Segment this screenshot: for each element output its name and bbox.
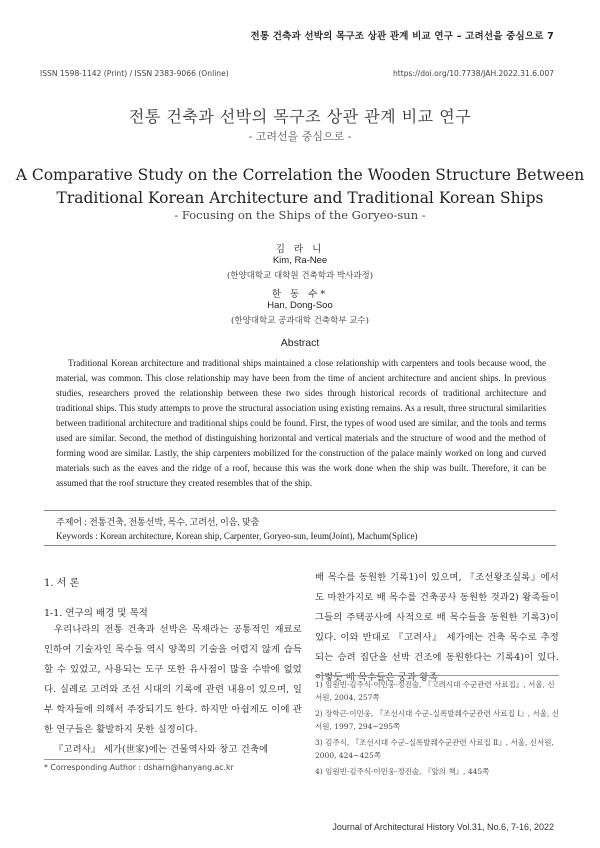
body-right-column: 배 목수를 동원한 기록1)이 있으며, 『조선왕조실록』에서도 마찬가지로 배 목수를 건축공사 동원한 것과2) 왕족들이 그들의 주택공사에 사적으로 배 목수들을 동원한 기록3)이 있다. 이와 반대로 『고려사』 세가에는 건축 목수로 추정되는 승려 집단을 선박 건조에 동원한다는 기록4)이 있다. 이렇듯 배 목수들은 궁과 왕족 xyxy=(315,572,559,683)
author1-name-ko: 김 라 니 xyxy=(275,244,325,255)
author1-affiliation: (한양대학교 대학원 건축학과 박사과정) xyxy=(226,271,374,281)
keywords-korean: 주제어 : 전통건축, 전통선박, 목수, 고려선, 이음, 맞춤 xyxy=(56,517,260,527)
doi-link[interactable]: https://doi.org/10.7738/JAH.2022.31.6.007 xyxy=(392,69,554,78)
author2-name-ko: 한 동 수* xyxy=(271,289,329,300)
body-left-paragraph2: 『고려사』 세가(世家)에는 건물역사와 창고 건축에 xyxy=(54,744,269,755)
keywords-top-rule xyxy=(44,510,556,511)
journal-citation: Journal of Architectural History Vol.31, No.6, 7-16, 2022 xyxy=(332,822,554,832)
subtitle-english: - Focusing on the Ships of the Goryeo-sun - xyxy=(174,208,426,222)
section-title: 1. 서 론 xyxy=(44,578,80,589)
footnotes xyxy=(315,679,559,783)
title-english-line1: A Comparative Study on the Correlation the Wooden Structure Between xyxy=(15,166,585,184)
footnote-4: 4) 임원빈·김주식·이민웅·정진술, 『앞의 책』, 445쪽 xyxy=(315,767,490,776)
keywords-bottom-rule xyxy=(44,545,556,546)
subtitle-korean: - 고려선을 중심으로 - xyxy=(248,130,352,143)
footnote-rule-left xyxy=(44,759,164,760)
abstract-text: Traditional Korean architecture and traditional ships maintained a close relationship with carpenters and tools because wood, the material, was common. This close relationship may have been from the time of ancient architecture and ancient ships. In previous studies, researchers proved the relationship between these two sides through historical records of traditional architecture and traditional ships. This study attempts to prove the structural association using existing remains. As a result, three structural similarities between traditional architecture and traditional ships could be found. First, the types of wood used are similar, and the tools and terms used are similar. Second, the method of distinguishing horizontal and vertical materials and the structure of wood and the method of forming wood are similar. Lastly, the ship carpenters mobilized for the construction of the palace mainly worked on long and curved materials such as the eaves and the ridge of a roof, because this was the work done when the ship was built. Therefore, it can be assumed that the roof structure they created resembles that of the ship. xyxy=(56,358,546,488)
footnote-3: 3) 김주식, 『조선시대 수군–실록발췌수군관련 사료집 Ⅱ』, 서울, 신서원, 2000, 424~425쪽 xyxy=(315,738,554,760)
subsection-title: 1-1. 연구의 배경 및 목적 xyxy=(44,608,148,619)
footnote-1: 1) 임원빈·김주식·이민웅·정진술, 『고려시대 수군관련 사료집』, 서울, 신서원, 2004, 257쪽 xyxy=(315,680,555,702)
author1-name-en: Kim, Ra-Nee xyxy=(272,255,328,266)
title-english-line2: Traditional Korean Architecture and Traditional Korean Ships xyxy=(56,189,544,207)
abstract-heading: Abstract xyxy=(280,337,320,349)
footnote-2: 2) 장학근·이민웅, 『조선시대 수군–실록발췌수군관련 사료집 Ⅰ』, 서울, 신서원, 1997, 294~295쪽 xyxy=(315,709,560,731)
body-left-column xyxy=(44,620,302,760)
running-head: 전통 건축과 선박의 목구조 상관 관계 비교 연구 – 고려선을 중심으로 7 xyxy=(250,31,554,42)
author2-affiliation: (한양대학교 공과대학 건축학부 교수) xyxy=(231,316,369,326)
title-english xyxy=(0,164,600,210)
author2-name-en: Han, Dong-Soo xyxy=(267,300,333,311)
keywords-english: Keywords : Korean architecture, Korean ship, Carpenter, Goryeo-sun, Ieum(Joint), Machum(Splice) xyxy=(56,531,418,541)
corresponding-author: * Corresponding Author : dsharn@hanyang.ac.kr xyxy=(44,763,234,772)
footnote-rule-right xyxy=(315,675,559,676)
body-left-paragraph1: 우리나라의 전통 건축과 선박은 목재라는 공통적인 재료로 인하여 기술자인 목수들 역시 양쪽의 기술을 어렵지 않게 습득할 수 있었고, 사용되는 도구 또한 유사점이 많을 수밖에 없었다. 실례로 고려와 조선 시대의 기록에 관련 내용이 있으며, 일부 학자들에 의해서 주장되기도 한다. 하지만 아쉽게도 이에 관한 연구들은 활발하지 못한 실정이다. xyxy=(44,624,302,735)
title-korean: 전통 건축과 선박의 목구조 상관 관계 비교 연구 xyxy=(128,107,472,126)
issn: ISSN 1598-1142 (Print) / ISSN 2383-9066 (Online) xyxy=(40,69,229,78)
